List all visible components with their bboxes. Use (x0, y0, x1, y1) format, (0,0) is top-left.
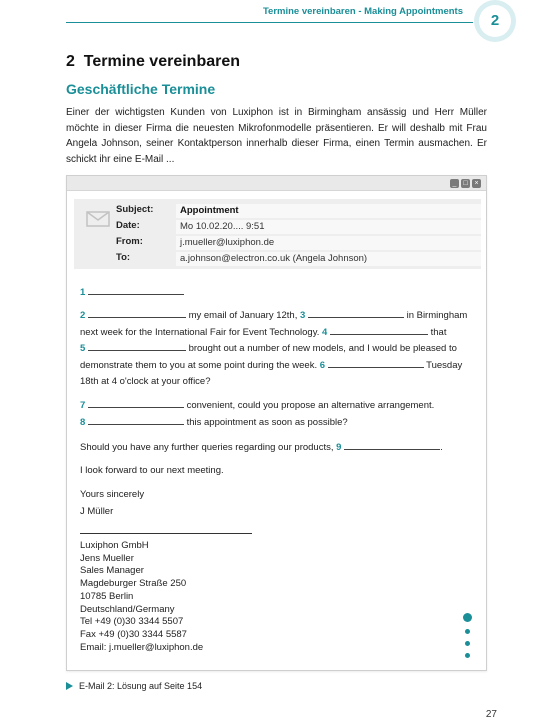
email-window (66, 175, 487, 671)
chapter-badge-number: 2 (479, 5, 511, 37)
address-line: Fax +49 (0)30 3344 5587 (80, 628, 187, 640)
from-label: From: (116, 236, 143, 247)
text-3a: in Birmingham (406, 310, 468, 321)
gap-number-6: 6 (319, 359, 326, 371)
address-line: Tel +49 (0)30 3344 5507 (80, 616, 184, 628)
text-8a: this appointment as soon as possible? (186, 416, 348, 428)
subject-label: Subject: (116, 204, 154, 215)
gap-number-1: 1 (80, 287, 86, 298)
gap-blank-4[interactable] (330, 325, 428, 335)
running-header (0, 0, 535, 40)
gap-blank-9[interactable] (344, 440, 440, 450)
gap-number-4: 4 (322, 326, 328, 338)
gap-number-3: 3 (300, 310, 306, 321)
to-value: a.johnson@electron.co.uk (Angela Johnson) (176, 252, 481, 266)
solution-reference-text: E-Mail 2: Lösung auf Seite 154 (79, 681, 203, 691)
gap-number-7: 7 (80, 400, 86, 411)
text-9a: Should you have any further queries regarding our products, (80, 442, 334, 453)
gap-blank-2[interactable] (88, 308, 186, 318)
gap-number-9: 9 (336, 442, 342, 453)
address-line: Email: j.mueller@luxiphon.de (80, 641, 204, 653)
decorative-dots (462, 613, 472, 665)
address-line: Sales Manager (80, 565, 144, 577)
text-6b: 18th at 4 o'clock at your office? (80, 376, 211, 387)
date-label: Date: (116, 220, 140, 231)
header-rule (66, 22, 473, 23)
dot-icon (465, 629, 470, 634)
address-block (80, 540, 203, 654)
gap-blank-1[interactable] (88, 285, 184, 295)
page-number: 27 (485, 709, 497, 720)
text-6a: Tuesday (426, 359, 463, 371)
intro-paragraph: Einer der wichtigsten Kunden von Luxiphon ist in Birmingham ansässig und Herr Müller möchte in dieser Firma die neuesten Mikrofonmodelle präsentieren. Er will deshalb mit Frau Angela Johnson, seiner Kontaktperson innerhalb dieser Firma, einen Termin ausmachen. Er schickt ihr eine E-Mail ... (66, 107, 487, 165)
signature-name: J Müller (80, 506, 114, 517)
gap-blank-3[interactable] (308, 308, 404, 318)
envelope-icon (84, 208, 112, 230)
text-5b: demonstrate them to you at some point during the week. (80, 359, 318, 371)
dot-icon (463, 613, 472, 622)
chapter-title (66, 53, 240, 71)
paragraph-2-6 (80, 308, 480, 391)
to-label: To: (116, 252, 131, 263)
email-titlebar (67, 176, 486, 191)
close-icon[interactable]: × (472, 179, 481, 188)
gap-line-1 (80, 285, 480, 299)
from-value: j.mueller@luxiphon.de (176, 236, 481, 250)
play-arrow-icon (66, 682, 73, 690)
closing-line: I look forward to our next meeting. (80, 465, 224, 476)
text-5a: brought out a number of new models, and I would be pleased to (188, 343, 457, 354)
gap-number-2: 2 (80, 310, 86, 321)
address-line: 10785 Berlin (80, 590, 134, 602)
signature-rule (80, 533, 252, 534)
text-9b: . (440, 442, 443, 453)
gap-number-5: 5 (80, 343, 86, 354)
address-line: Magdeburger Straße 250 (80, 578, 187, 590)
gap-blank-5[interactable] (88, 341, 186, 351)
date-value: Mo 10.02.20.... 9:51 (176, 220, 481, 234)
solution-reference (66, 681, 202, 691)
gap-blank-8[interactable] (88, 415, 184, 425)
dot-icon (465, 653, 470, 658)
minimize-icon[interactable]: _ (450, 179, 459, 188)
address-line: Luxiphon GmbH (80, 540, 149, 551)
paragraph-7-8 (80, 398, 480, 431)
address-line: Deutschland/Germany (80, 603, 175, 615)
dot-icon (465, 641, 470, 646)
section-title: Geschäftliche Termine (66, 81, 216, 97)
text-4a: that (430, 326, 447, 338)
email-header (74, 199, 481, 269)
gap-number-8: 8 (80, 416, 86, 428)
address-line: Jens Mueller (80, 552, 134, 564)
chapter-number: 2 (66, 53, 75, 70)
paragraph-9 (80, 440, 480, 454)
running-title: Termine vereinbaren - Making Appointments (262, 6, 463, 17)
maximize-icon[interactable]: □ (461, 179, 470, 188)
chapter-badge (474, 0, 516, 42)
subject-value: Appointment (176, 204, 481, 218)
text-7a: convenient, could you propose an alternative arrangement. (186, 400, 435, 411)
text-2a: my email of January 12th, (188, 310, 298, 321)
salutation: Yours sincerely (80, 489, 145, 500)
gap-blank-7[interactable] (88, 398, 184, 408)
text-3b: next week for the International Fair for Event Technology. (80, 326, 320, 338)
chapter-title-text: Termine vereinbaren (83, 53, 241, 70)
gap-blank-6[interactable] (328, 358, 424, 368)
